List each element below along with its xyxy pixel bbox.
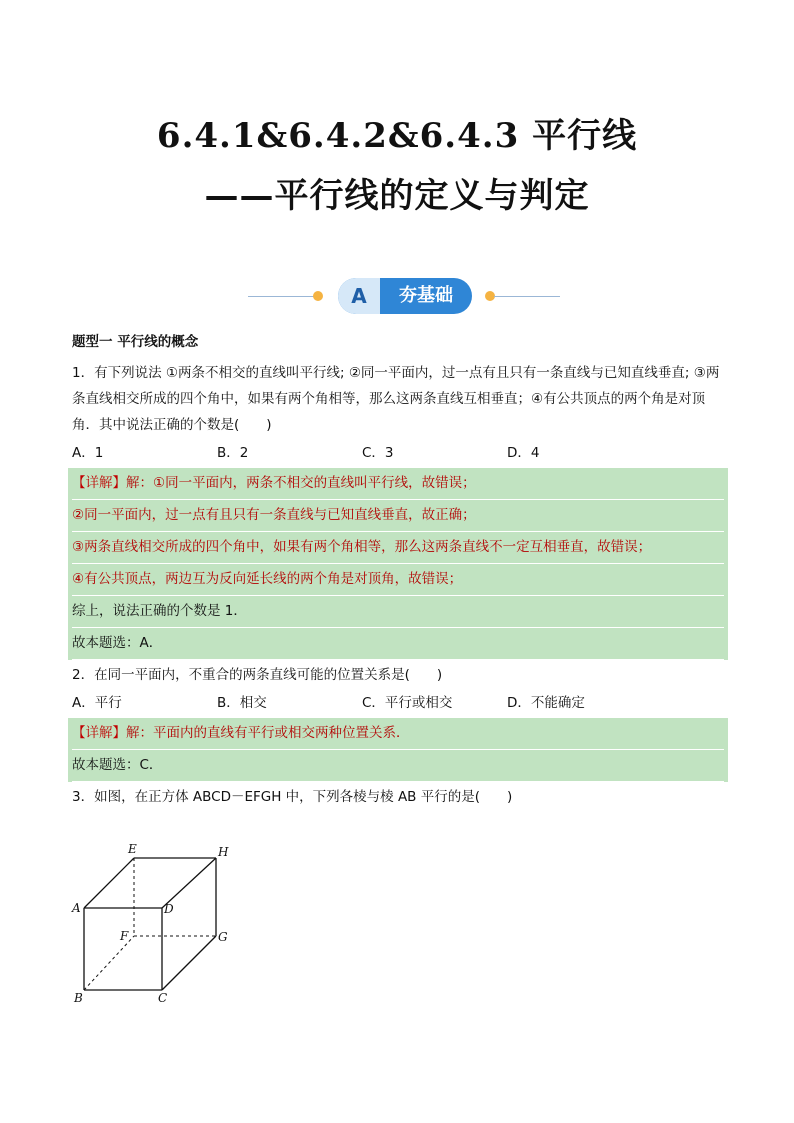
answer-line: ④有公共顶点，两边互为反向延长线的两个角是对顶角，故错误； — [72, 564, 724, 596]
q2-option-b: B．相交 — [217, 695, 267, 711]
question-1-answer — [68, 468, 728, 660]
banner-line-left — [248, 296, 316, 297]
question-2-answer — [68, 718, 728, 782]
edge-dh — [162, 858, 216, 908]
vertex-label-d: D — [164, 902, 174, 916]
question-2-text: 2．在同一平面内，不重合的两条直线可能的位置关系是( ) — [72, 667, 443, 683]
q1-option-d: D．4 — [507, 445, 540, 461]
banner-line-right — [494, 296, 560, 297]
vertex-label-b: B — [74, 991, 83, 1005]
edge-cg — [162, 936, 216, 990]
q2-option-a: A．平行 — [72, 695, 122, 711]
banner-dot-left — [313, 291, 323, 301]
q1-option-b: B．2 — [217, 445, 249, 461]
edge-bf-hidden — [84, 936, 134, 990]
question-1-text: 1．有下列说法 ①两条不相交的直线叫平行线; ②同一平面内，过一点有且只有一条直线与已知直线垂直; ③两条直线相交所成的四个角中，如果有两个角相等，那么这两条直线互相垂直；④有公共顶点的两个角是对顶角．其中说法正确的个数是( ) — [72, 365, 720, 433]
section-badge — [338, 278, 472, 314]
section-letter: A — [338, 278, 380, 314]
section-heading: 题型一 平行线的概念 — [72, 334, 199, 350]
q2-option-c: C．平行或相交 — [362, 695, 453, 711]
answer-tag: 【详解】 — [72, 725, 126, 741]
section-banner — [0, 276, 794, 316]
page-title-line2: ——平行线的定义与判定 — [204, 176, 590, 216]
vertex-label-e: E — [128, 842, 137, 856]
answer-line: ②同一平面内，过一点有且只有一条直线与已知直线垂直，故正确； — [72, 500, 724, 532]
vertex-label-h: H — [218, 845, 229, 859]
content — [72, 330, 724, 810]
vertex-label-c: C — [158, 991, 168, 1005]
answer-line: 解：平面内的直线有平行或相交两种位置关系． — [126, 725, 410, 741]
question-1-options — [72, 438, 724, 468]
answer-line: 故本题选：C． — [72, 750, 724, 782]
vertex-label-g: G — [218, 930, 228, 944]
q1-option-c: C．3 — [362, 445, 394, 461]
question-2-options — [72, 688, 724, 718]
page-title-line1: 6.4.1&6.4.2&6.4.3 平行线 — [156, 116, 638, 156]
answer-line: 故本题选：A． — [72, 628, 724, 660]
cube-figure — [70, 838, 240, 1008]
q2-option-d: D．不能确定 — [507, 695, 585, 711]
answer-line: ③两条直线相交所成的四个角中，如果有两个角相等，那么这两条直线不一定互相垂直，故错误； — [72, 532, 724, 564]
section-label: 夯基础 — [399, 285, 453, 306]
vertex-label-a: A — [72, 901, 81, 915]
answer-tag: 【详解】 — [72, 475, 126, 491]
q1-option-a: A．1 — [72, 445, 104, 461]
vertex-label-f: F — [120, 929, 129, 943]
edge-ae — [84, 858, 134, 908]
question-3-text: 3．如图，在正方体 ABCD－EFGH 中，下列各棱与棱 AB 平行的是( ) — [72, 789, 513, 805]
answer-line: 综上，说法正确的个数是 1． — [72, 596, 724, 628]
answer-line: 解：①同一平面内，两条不相交的直线叫平行线，故错误； — [126, 475, 476, 491]
